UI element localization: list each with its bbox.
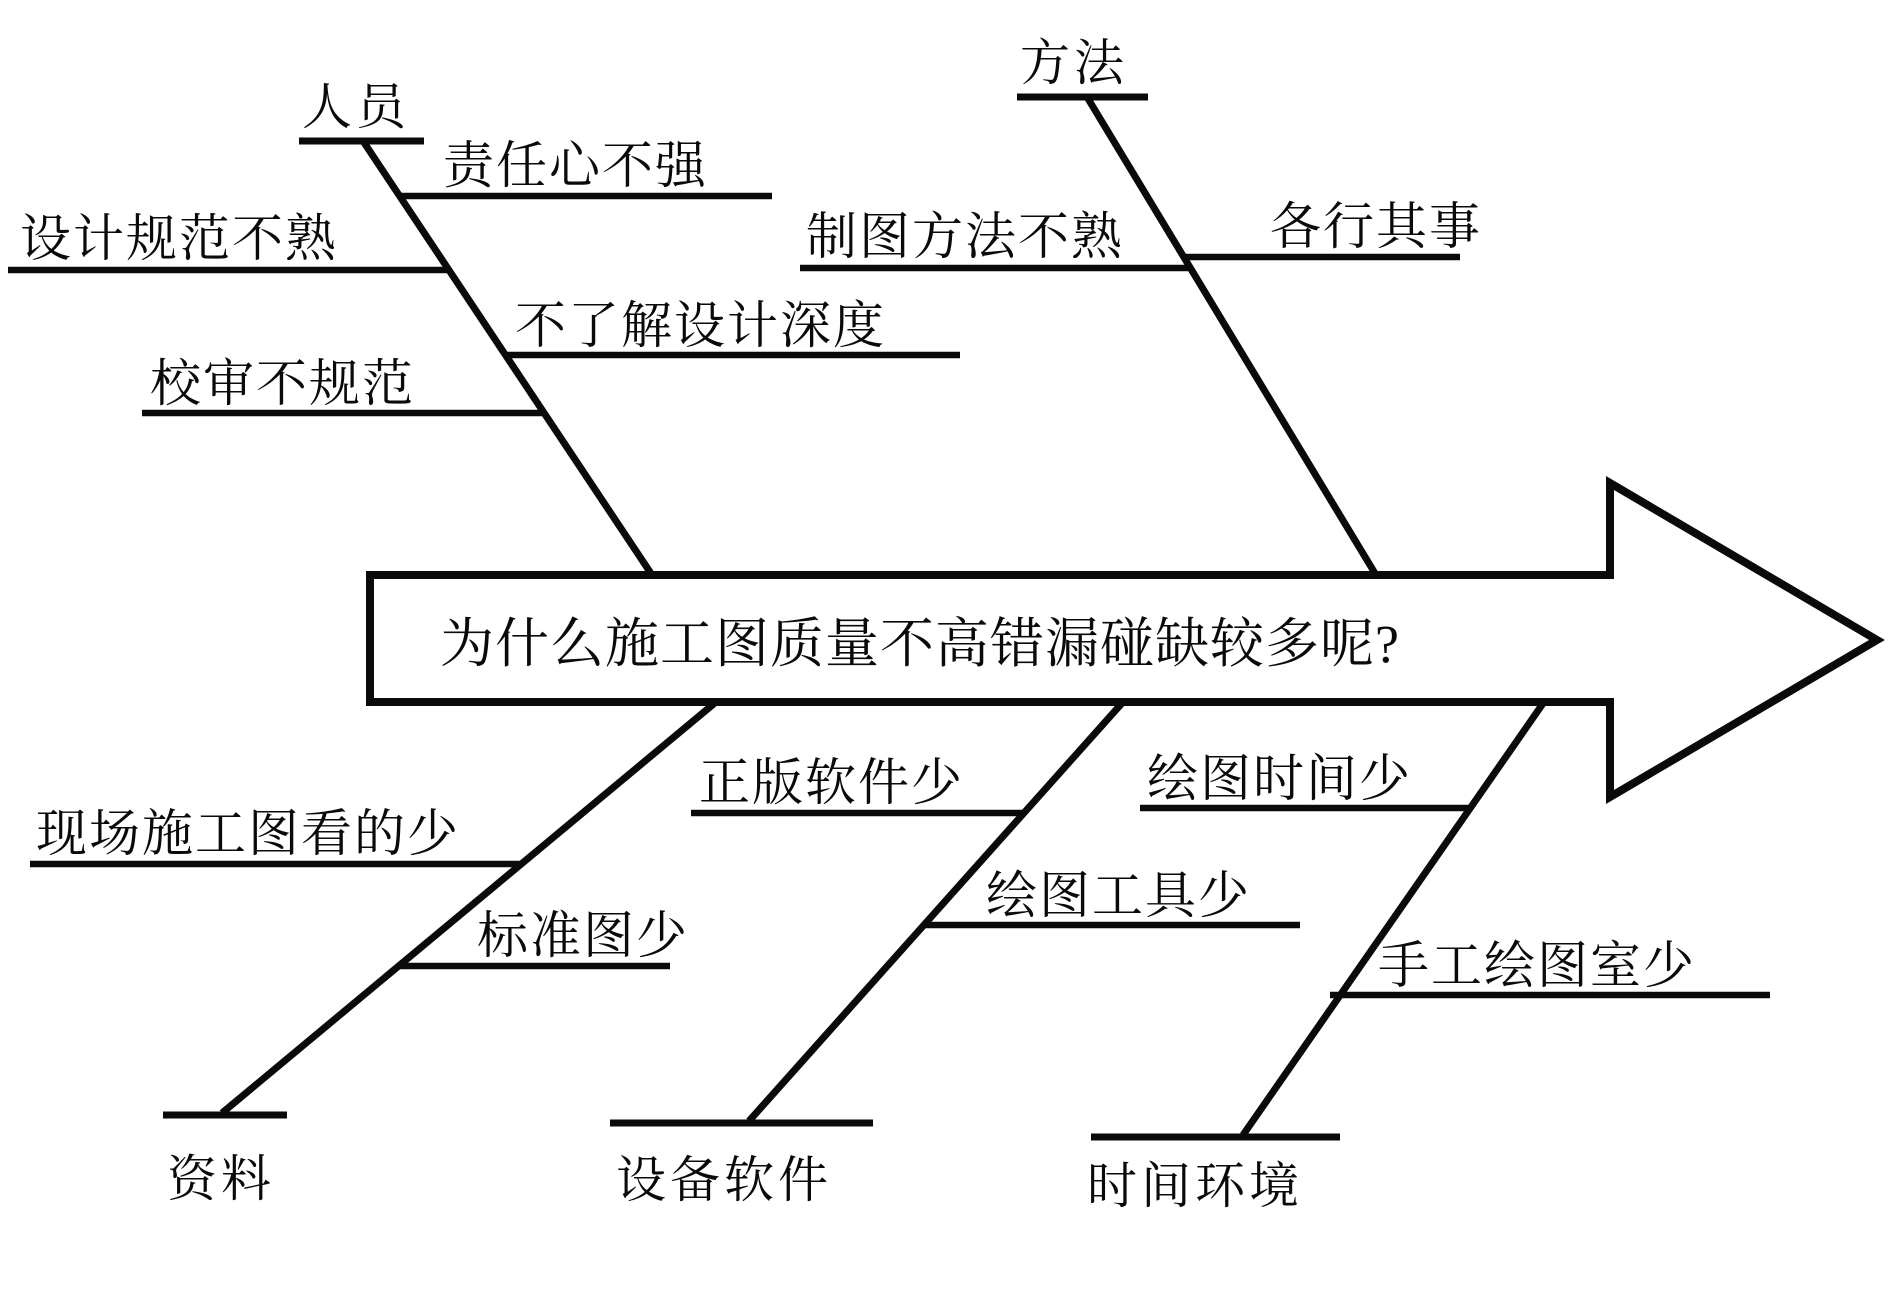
- cause-label-responsibility: 责任心不强: [443, 139, 709, 195]
- cause-label-design-codes: 设计规范不熟: [20, 212, 339, 268]
- cause-label-standard-drawings: 标准图少: [477, 909, 690, 965]
- cause-label-own-way: 各行其事: [1270, 200, 1483, 256]
- category-label-materials: 资料: [167, 1151, 275, 1207]
- problem-text: 为什么施工图质量不高错漏碰缺较多呢?: [440, 614, 1400, 674]
- cause-label-site-drawings: 现场施工图看的少: [36, 807, 461, 863]
- cause-label-drawing-tools: 绘图工具少: [986, 869, 1252, 925]
- category-label-equipment-software: 设备软件: [616, 1152, 832, 1208]
- category-label-people: 人员: [302, 79, 410, 135]
- cause-label-drawing-time: 绘图时间少: [1147, 752, 1413, 808]
- bone-materials: [222, 702, 716, 1113]
- cause-label-manual-drawing-room: 手工绘图室少: [1378, 939, 1697, 995]
- cause-label-drafting-method: 制图方法不熟: [806, 210, 1125, 266]
- cause-label-licensed-software: 正版软件少: [699, 756, 965, 812]
- category-label-time-environment: 时间环境: [1087, 1158, 1303, 1214]
- cause-label-review: 校审不规范: [150, 357, 416, 413]
- category-label-method: 方法: [1020, 35, 1128, 91]
- cause-label-design-depth: 不了解设计深度: [515, 299, 887, 355]
- bone-method: [1087, 97, 1376, 575]
